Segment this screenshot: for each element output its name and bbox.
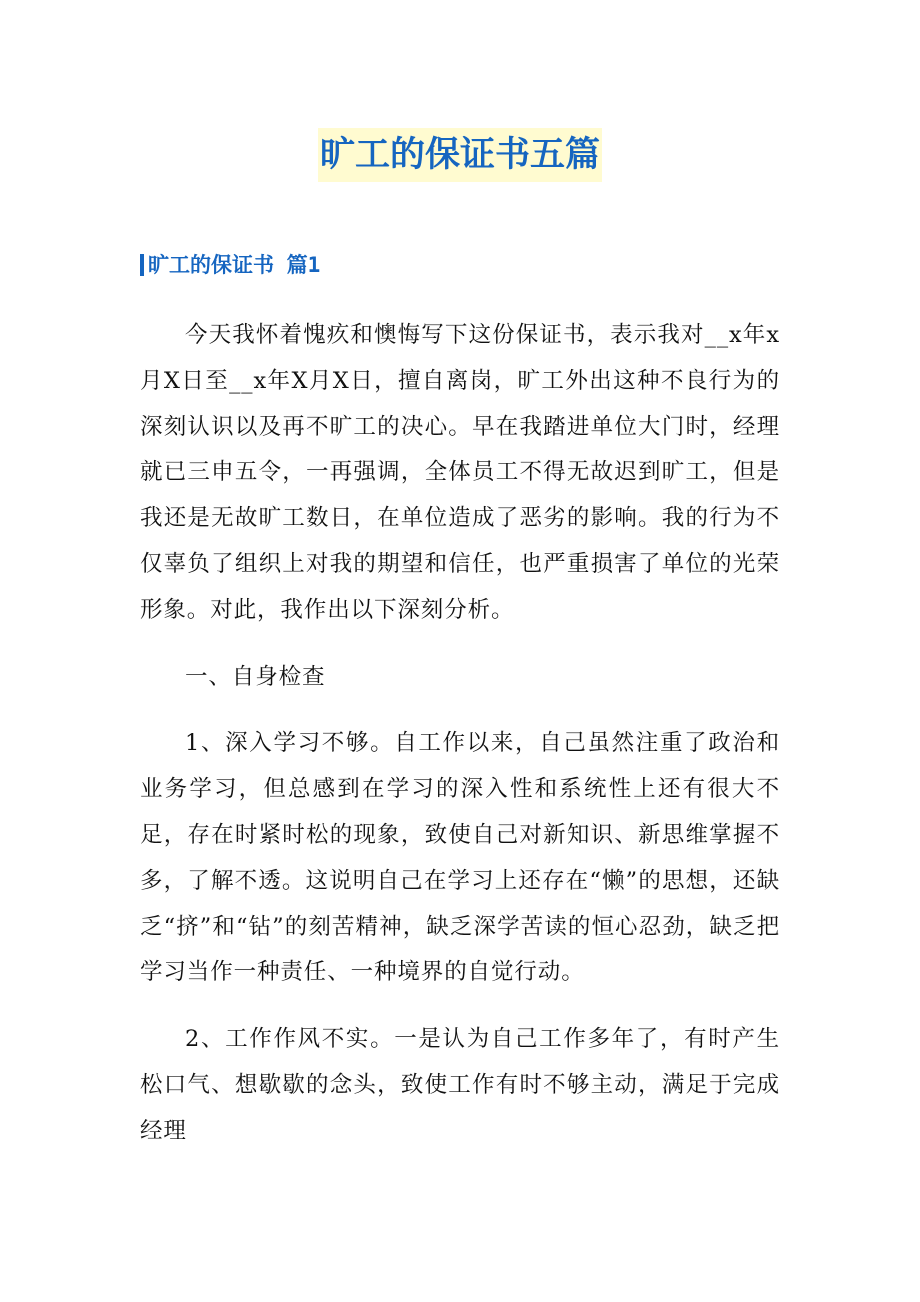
heading-marker-bar xyxy=(140,254,144,276)
section-heading-text: 旷工的保证书 篇1 xyxy=(148,253,321,277)
document-title-text: 旷工的保证书五篇 xyxy=(318,128,602,182)
paragraph-intro: 今天我怀着愧疚和懊悔写下这份保证书，表示我对__x年x月X日至__x年X月X日，擅自离岗，旷工外出这种不良行为的深刻认识以及再不旷工的决心。早在我踏进单位大门时，经理就已三申五令，一再强调，全体员工不得无故迟到旷工，但是我还是无故旷工数日，在单位造成了恶劣的影响。我的行为不仅辜负了组织上对我的期望和信任，也严重损害了单位的光荣形象。对此，我作出以下深刻分析。 xyxy=(140,322,780,623)
paragraph-point-2: 2、工作作风不实。一是认为自己工作多年了，有时产生松口气、想歇歇的念头，致使工作有时不够主动，满足于完成经理 xyxy=(140,1026,780,1144)
paragraph-subheading-self-check: 一、自身检查 xyxy=(185,663,326,690)
document-body xyxy=(140,313,780,1176)
section-heading xyxy=(140,250,320,280)
document-title xyxy=(0,128,920,182)
paragraph-point-1: 1、深入学习不够。自工作以来，自己虽然注重了政治和业务学习，但总感到在学习的深入性和系统性上还有很大不足，存在时紧时松的现象，致使自己对新知识、新思维掌握不多，了解不透。这说明自己在学习上还存在“懒”的思想，还缺乏“挤”和“钻”的刻苦精神，缺乏深学苦读的恒心忍劲，缺乏把学习当作一种责任、一种境界的自觉行动。 xyxy=(140,730,780,986)
